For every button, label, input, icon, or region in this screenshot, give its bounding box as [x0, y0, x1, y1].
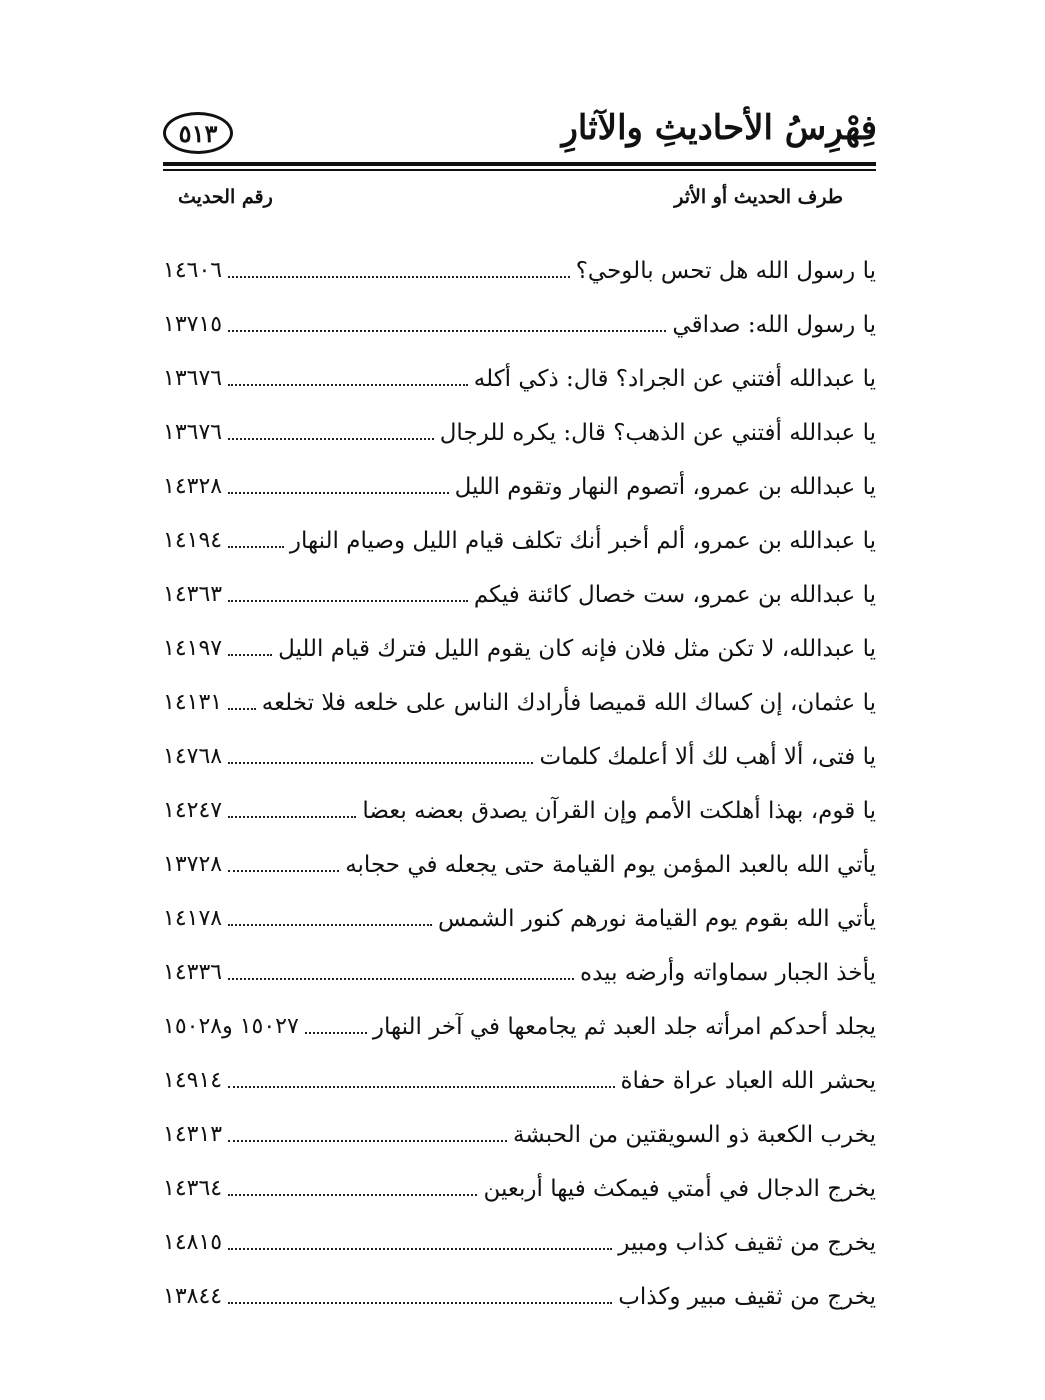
- leader-dots: [228, 870, 339, 872]
- entry-number: ١٤١٩٤: [163, 528, 223, 553]
- leader-dots: [228, 978, 574, 980]
- leader-dots: [228, 816, 356, 818]
- entry-number: ١٤٧٦٨: [163, 744, 223, 769]
- entry-text: يخرج الدجال في أمتي فيمكث فيها أربعين: [483, 1175, 876, 1202]
- entry-text: يحشر الله العباد عراة حفاة: [620, 1067, 876, 1094]
- entry-text: يا عبدالله بن عمرو، أتصوم النهار وتقوم الليل: [454, 473, 876, 500]
- leader-dots: [228, 546, 284, 548]
- leader-dots: [228, 708, 256, 710]
- entry-text: يأتي الله بالعبد المؤمن يوم القيامة حتى يجعله في حجابه: [345, 851, 876, 878]
- leader-dots: [228, 762, 533, 764]
- index-entry: [163, 1000, 876, 1054]
- entry-text: يا عبدالله بن عمرو، ألم أخبر أنك تكلف قيام الليل وصيام النهار: [289, 527, 876, 554]
- page-number: ٥١٣: [178, 118, 218, 148]
- entry-number: ١٣٨٤٤: [163, 1284, 223, 1309]
- entry-number: ١٤٦٠٦: [163, 258, 223, 283]
- leader-dots: [228, 1194, 477, 1196]
- index-entries: [163, 244, 876, 1324]
- index-entry: [163, 244, 876, 298]
- entry-text: يأتي الله بقوم يوم القيامة نورهم كنور الشمس: [437, 905, 876, 932]
- entry-text: يخرب الكعبة ذو السويقتين من الحبشة: [512, 1121, 876, 1148]
- leader-dots: [228, 1248, 612, 1250]
- entry-number: ١٤٨١٥: [163, 1230, 223, 1255]
- entry-number: ١٣٦٧٦: [163, 366, 223, 391]
- column-head-number: رقم الحديث: [178, 186, 273, 208]
- entry-number: ١٤٩١٤: [163, 1068, 223, 1093]
- header-rule-thick: [163, 162, 876, 166]
- header-rule-thin: [163, 169, 876, 171]
- entry-number: ١٤٣٣٦: [163, 960, 223, 985]
- entry-number: ١٤٣١٣: [163, 1122, 223, 1147]
- page-number-badge: [163, 112, 233, 154]
- entry-number: ١٤٢٤٧: [163, 798, 223, 823]
- entry-number: ١٣٧١٥: [163, 312, 223, 337]
- leader-dots: [228, 600, 468, 602]
- entry-number: ١٤١٧٨: [163, 906, 223, 931]
- entry-number: ١٥٠٢٧ و١٥٠٢٨: [163, 1014, 299, 1039]
- entry-text: يا عثمان، إن كساك الله قميصا فأرادك الناس على خلعه فلا تخلعه: [261, 689, 876, 716]
- index-entry: [163, 568, 876, 622]
- entry-text: يا فتى، ألا أهب لك ألا أعلمك كلمات: [539, 743, 876, 770]
- entry-text: يخرج من ثقيف كذاب ومبير: [618, 1229, 876, 1256]
- index-entry: [163, 730, 876, 784]
- index-entry: [163, 514, 876, 568]
- index-entry: [163, 1216, 876, 1270]
- leader-dots: [228, 1140, 507, 1142]
- entry-text: يأخذ الجبار سماواته وأرضه بيده: [580, 959, 876, 986]
- entry-number: ١٣٦٧٦: [163, 420, 223, 445]
- index-entry: [163, 838, 876, 892]
- leader-dots: [228, 492, 449, 494]
- leader-dots: [228, 1302, 612, 1304]
- index-entry: [163, 676, 876, 730]
- entry-text: يا رسول الله: صداقي: [672, 311, 876, 338]
- entry-text: يجلد أحدكم امرأته جلد العبد ثم يجامعها في آخر النهار: [372, 1013, 876, 1040]
- index-entry: [163, 1108, 876, 1162]
- entry-text: يا عبدالله أفتني عن الجراد؟ قال: ذكي أكله: [473, 365, 876, 392]
- leader-dots: [228, 924, 432, 926]
- entry-text: يا عبدالله، لا تكن مثل فلان فإنه كان يقوم الليل فترك قيام الليل: [278, 635, 876, 662]
- leader-dots: [228, 654, 272, 656]
- entry-number: ١٤٣٦٣: [163, 582, 223, 607]
- leader-dots: [228, 330, 666, 332]
- entry-text: يا قوم، بهذا أهلكت الأمم وإن القرآن يصدق بعضه بعضا: [362, 797, 876, 824]
- leader-dots: [228, 1086, 614, 1088]
- entry-text: يا رسول الله هل تحس بالوحي؟: [575, 257, 876, 284]
- index-entry: [163, 622, 876, 676]
- leader-dots: [228, 438, 434, 440]
- leader-dots: [228, 276, 570, 278]
- running-title: فِهْرِسُ الأحاديثِ والآثارِ: [561, 108, 877, 148]
- entry-text: يا عبدالله أفتني عن الذهب؟ قال: يكره للرجال: [439, 419, 876, 446]
- entry-number: ١٣٧٢٨: [163, 852, 223, 877]
- index-entry: [163, 1162, 876, 1216]
- leader-dots: [305, 1032, 367, 1034]
- entry-text: يخرج من ثقيف مبير وكذاب: [618, 1283, 876, 1310]
- index-entry: [163, 406, 876, 460]
- entry-text: يا عبدالله بن عمرو، ست خصال كائنة فيكم: [473, 581, 876, 608]
- index-entry: [163, 298, 876, 352]
- entry-number: ١٤٣٢٨: [163, 474, 223, 499]
- index-entry: [163, 892, 876, 946]
- index-entry: [163, 946, 876, 1000]
- index-entry: [163, 352, 876, 406]
- leader-dots: [228, 384, 468, 386]
- column-head-hadith: طرف الحديث أو الأثر: [674, 186, 843, 208]
- index-entry: [163, 784, 876, 838]
- index-entry: [163, 1270, 876, 1324]
- entry-number: ١٤١٩٧: [163, 636, 223, 661]
- entry-number: ١٤٣٦٤: [163, 1176, 223, 1201]
- entry-number: ١٤١٣١: [163, 690, 223, 715]
- index-entry: [163, 460, 876, 514]
- index-entry: [163, 1054, 876, 1108]
